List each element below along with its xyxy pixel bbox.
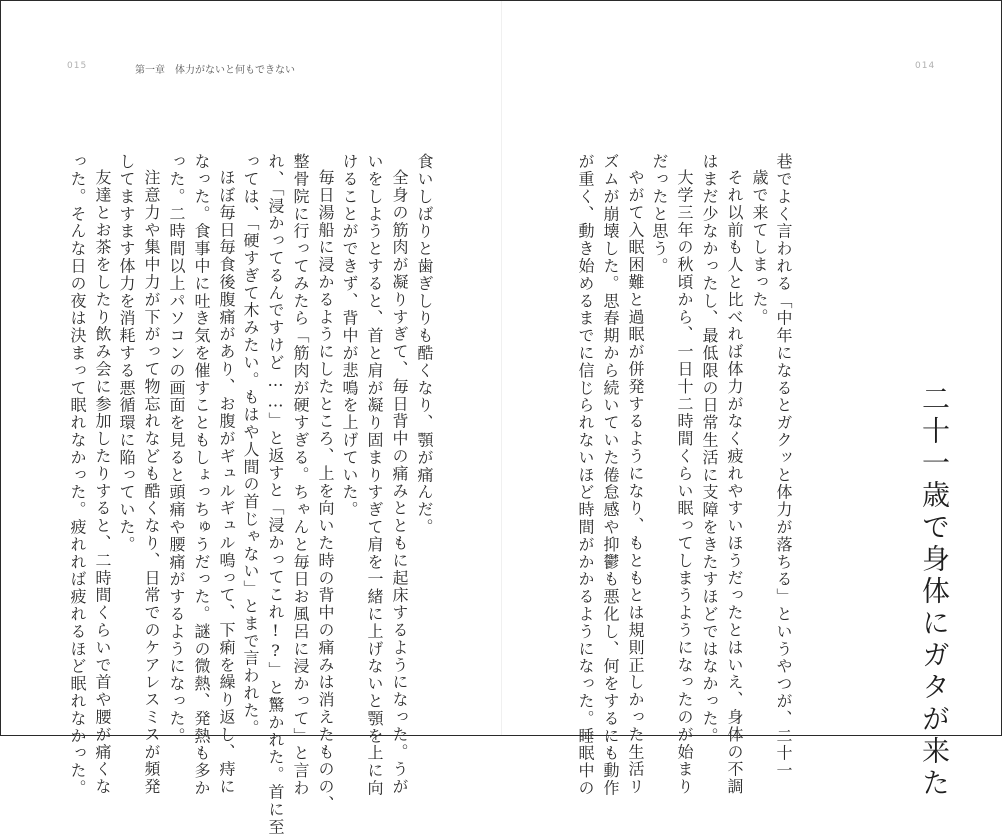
chapter-title: 二十一歳で身体にガタが来た [918,384,951,800]
body-line: が重く、動き始めるまでに信じられないほど時間がかかるようになった。睡眠中の [576,153,595,797]
body-line: 整骨院に行ってみたら「筋肉が硬すぎる。ちゃんと毎日お風呂に浸かって」と言わ [291,153,310,797]
running-head-chapter: 第一章 [135,65,165,76]
page-gutter [501,1,502,735]
body-line: ほぼ毎日毎食後腹痛があり、お腹がギュルギュル鳴って、下痢を繰り返し、痔に [217,169,236,796]
body-line: だったと思う。 [650,153,669,275]
body-line: 毎日湯船に浸かるようにしたところ、上を向いた時の背中の痛みは消えたものの、 [316,169,335,813]
body-line: けることができず、背中が悲鳴を上げていた。 [340,153,359,519]
body-line: 注意力や集中力が下がって物忘れなども酷くなり、日常でのケアレスミスが頻発 [142,169,161,796]
page-number-left: 015 [67,61,88,71]
body-line: 巷でよく言われる「中年になるとガクッと体力が落ちる」というやつが、二十一 [774,153,793,780]
page-number-right: 014 [915,61,936,71]
body-line: なった。食事中に吐き気を催すこともしょっちゅうだった。謎の微熱、発熱も多か [192,153,211,797]
running-head [135,61,295,76]
body-line: れ、「浸かってるんですけど……」と返すと「浸かってこれ!?」と驚かれた。首に至 [266,153,285,836]
body-line: 全身の筋肉が凝りすぎて、毎日背中の痛みとともに起床するようになった。うが [390,169,409,796]
body-line: はまだ少なかったし、最低限の日常生活に支障をきたすほどではなかった。 [700,153,719,745]
body-line: やがて入眠困難と過眠が併発するようになり、もともとは規則正しかった生活リ [626,169,645,796]
running-head-title: 体力がないと何もできない [175,65,295,76]
body-line: いをしようとすると、首と肩が凝り固まりすぎて肩を一緒に上げないと顎を上に向 [365,153,384,797]
body-line: った。そんな日の夜は決まって眠れなかった。疲れれば疲れるほど眠れなかった。 [68,153,87,797]
body-line: 大学三年の秋頃から、一日十二時間くらい眠ってしまうようになったのが始まり [675,169,694,796]
body-line: った。二時間以上パソコンの画面を見ると頭痛や腰痛がするようになった。 [167,153,186,745]
body-line: っては、「硬すぎて木みたい。もはや人間の首じゃない」とまで言われた。 [241,153,260,737]
body-line: してますます体力を消耗する悪循環に陥っていた。 [117,153,136,554]
body-line: それ以前も人と比べれば体力がなく疲れやすいほうだったとはいえ、身体の不調 [725,169,744,796]
body-line: 歳で来てしまった。 [750,169,769,326]
body-line: 友達とお茶をしたり飲み会に参加したりすると、二時間くらいで首や腰が痛くな [93,169,112,796]
body-line: ズムが崩壊した。思春期から続いていた倦怠感や抑鬱も悪化し、何をするにも動作 [601,153,620,797]
body-line: 食いしばりと歯ぎしりも酷くなり、顎が痛んだ。 [415,153,434,536]
